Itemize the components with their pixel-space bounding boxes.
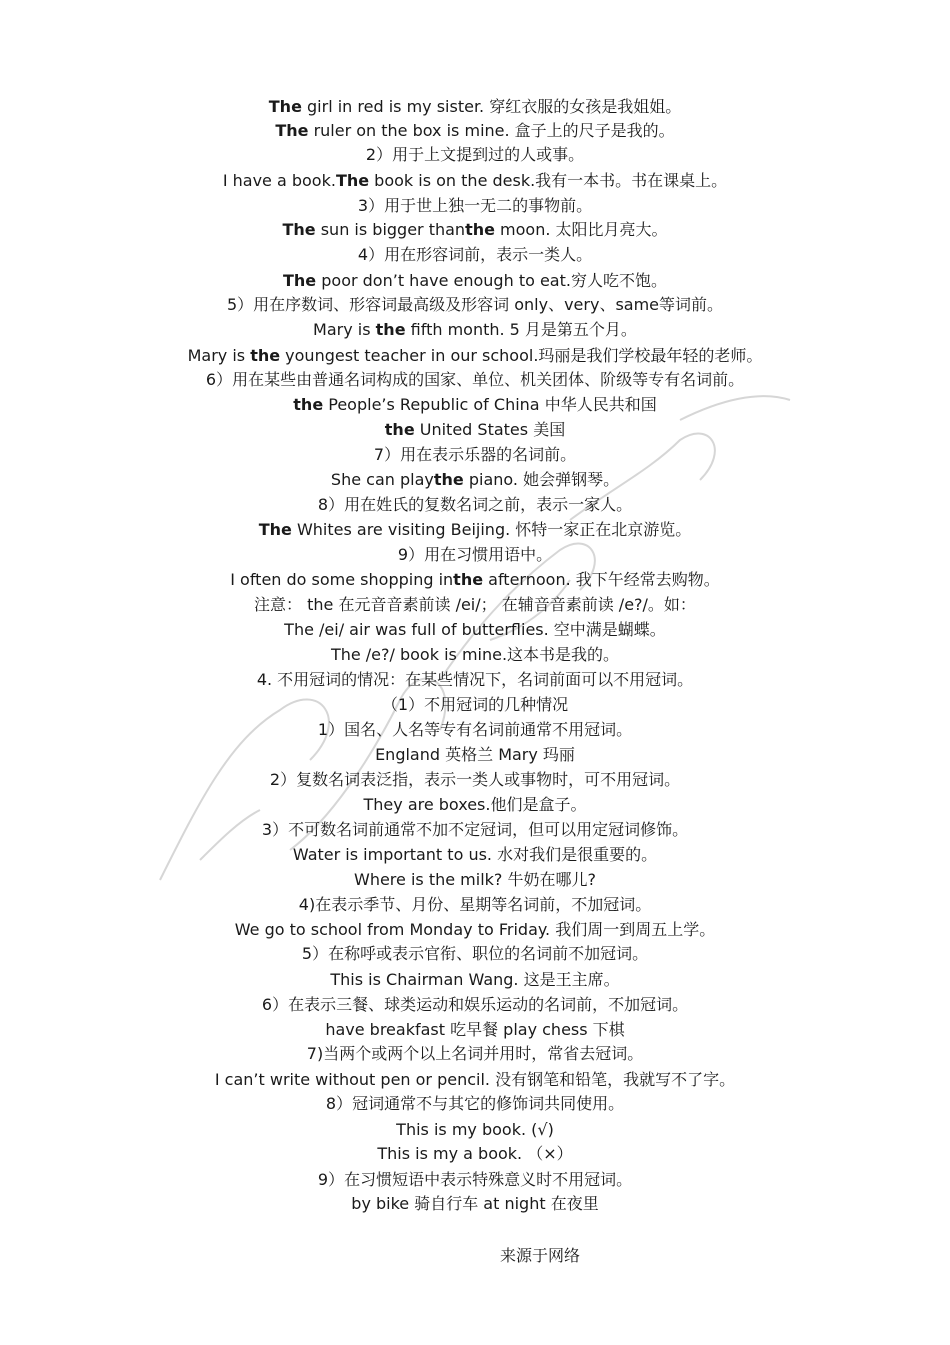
text-line — [0, 645, 950, 665]
text-line — [0, 295, 950, 315]
article-bold: the — [433, 470, 464, 489]
text-line — [0, 420, 950, 440]
line-text: sun is bigger than — [315, 220, 466, 239]
line-text: book is on the desk.我有一本书。书在课桌上。 — [369, 171, 728, 190]
line-text: ruler on the box is mine. 盒子上的尺子是我的。 — [308, 121, 675, 140]
text-line — [0, 1020, 950, 1040]
article-bold: The — [275, 121, 309, 140]
line-text: 9）用在习惯用语中。 — [397, 545, 553, 564]
line-text: poor don’t have enough to eat.穷人吃不饱。 — [316, 271, 667, 290]
line-text: fifth month. 5 月是第五个月。 — [405, 320, 637, 339]
line-text: I often do some shopping in — [230, 570, 454, 589]
text-line — [0, 97, 950, 117]
article-bold: The — [283, 271, 317, 290]
line-text: 7）用在表示乐器的名词前。 — [373, 445, 577, 464]
text-line — [0, 320, 950, 340]
line-text: 3）不可数名词前通常不加不定冠词，但可以用定冠词修饰。 — [261, 820, 689, 839]
article-bold: the — [250, 346, 281, 365]
text-line — [0, 920, 950, 940]
text-line — [0, 670, 950, 690]
text-line — [0, 245, 950, 265]
line-text: 4）用在形容词前，表示一类人。 — [357, 245, 593, 264]
text-line — [0, 1144, 950, 1164]
line-text: 注意： the 在元音音素前读 /ei/； 在辅音音素前读 /e?/。如： — [254, 595, 696, 614]
text-line — [0, 545, 950, 565]
line-text: 1）国名、人名等专有名词前通常不用冠词。 — [317, 720, 633, 739]
text-line — [0, 770, 950, 790]
text-line — [0, 620, 950, 640]
article-bold: The — [258, 520, 292, 539]
text-line — [0, 895, 950, 915]
text-line — [0, 271, 950, 291]
line-text: （1）不用冠词的几种情况 — [381, 695, 569, 714]
article-bold: the — [384, 420, 415, 439]
text-line — [0, 1070, 950, 1090]
text-line — [0, 745, 950, 765]
text-line — [0, 720, 950, 740]
text-line — [0, 220, 950, 240]
line-text: I have a book. — [222, 171, 336, 190]
text-line — [0, 695, 950, 715]
line-text: 5）用在序数词、形容词最高级及形容词 only、very、same等词前。 — [226, 295, 724, 314]
line-text: We go to school from Monday to Friday. 我们周一到周五上学。 — [234, 920, 716, 939]
text-line — [0, 870, 950, 890]
line-text: They are boxes.他们是盒子。 — [363, 795, 587, 814]
line-text: United States 美国 — [414, 420, 566, 439]
article-bold: The — [268, 97, 302, 116]
article-bold: The — [335, 171, 370, 190]
text-line — [0, 346, 950, 366]
text-line — [0, 595, 950, 615]
line-text: moon. 太阳比月亮大。 — [494, 220, 668, 239]
text-line — [0, 995, 950, 1015]
line-text: girl in red is my sister. 穿红衣服的女孩是我姐姐。 — [301, 97, 682, 116]
line-text: Where is the milk? 牛奶在哪儿? — [354, 870, 596, 889]
text-line — [0, 495, 950, 515]
text-line — [0, 370, 950, 390]
text-line — [0, 795, 950, 815]
text-line — [0, 145, 950, 165]
line-text: This is my a book. （×） — [377, 1144, 573, 1163]
line-text: 5）在称呼或表示官衔、职位的名词前不加冠词。 — [301, 944, 649, 963]
line-text: 4. 不用冠词的情况：在某些情况下，名词前面可以不用冠词。 — [256, 670, 694, 689]
text-line — [0, 470, 950, 490]
line-text: England 英格兰 Mary 玛丽 — [375, 745, 575, 764]
line-text: Mary is — [313, 320, 376, 339]
line-text: afternoon. 我下午经常去购物。 — [483, 570, 720, 589]
text-line — [0, 395, 950, 415]
text-line — [0, 196, 950, 216]
article-bold: the — [453, 570, 484, 589]
line-text: by bike 骑自行车 at night 在夜里 — [351, 1194, 599, 1213]
line-text: Mary is — [187, 346, 251, 365]
line-text: 4)在表示季节、月份、星期等名词前，不加冠词。 — [298, 895, 652, 914]
line-text: 6）用在某些由普通名词构成的国家、单位、机关团体、阶级等专有名词前。 — [205, 370, 745, 389]
line-text: 2）复数名词表泛指，表示一类人或事物时，可不用冠词。 — [269, 770, 681, 789]
line-text: I can’t write without pen or pencil. 没有钢笔和铅笔，我就写不了字。 — [214, 1070, 736, 1089]
text-line — [0, 1170, 950, 1190]
line-text: The /e?/ book is mine.这本书是我的。 — [330, 645, 620, 664]
text-line — [0, 570, 950, 590]
line-text: 9）在习惯短语中表示特殊意义时不用冠词。 — [317, 1170, 633, 1189]
line-text: 8）冠词通常不与其它的修饰词共同使用。 — [325, 1094, 625, 1113]
line-text: Water is important to us. 水对我们是很重要的。 — [292, 845, 658, 864]
text-line — [0, 845, 950, 865]
text-line — [0, 171, 950, 191]
article-bold: The — [282, 220, 316, 239]
line-text: have breakfast 吃早餐 play chess 下棋 — [325, 1020, 625, 1039]
line-text: People’s Republic of China 中华人民共和国 — [323, 395, 657, 414]
line-text: youngest teacher in our school.玛丽是我们学校最年轻的老师。 — [280, 346, 763, 365]
line-text: 6）在表示三餐、球类运动和娱乐运动的名词前，不加冠词。 — [261, 995, 689, 1014]
text-line — [0, 520, 950, 540]
text-line — [0, 1094, 950, 1114]
line-text: 3）用于世上独一无二的事物前。 — [357, 196, 593, 215]
text-line — [0, 944, 950, 964]
article-bold: the — [293, 395, 324, 414]
footer-source: 来源于网络 — [500, 1246, 581, 1265]
article-bold: the — [375, 320, 406, 339]
line-text: Whites are visiting Beijing. 怀特一家正在北京游览。 — [291, 520, 692, 539]
line-text: 2）用于上文提到过的人或事。 — [365, 145, 585, 164]
text-line — [0, 445, 950, 465]
line-text: This is my book. (√) — [396, 1120, 554, 1139]
line-text: She can play — [330, 470, 434, 489]
text-line — [0, 1194, 950, 1214]
text-line — [0, 1044, 950, 1064]
line-text: 7)当两个或两个以上名词并用时，常省去冠词。 — [306, 1044, 644, 1063]
line-text: piano. 她会弹钢琴。 — [463, 470, 620, 489]
text-line — [0, 121, 950, 141]
text-line — [0, 1120, 950, 1140]
article-bold: the — [465, 220, 495, 239]
line-text: The /ei/ air was full of butterflies. 空中满是蝴蝶。 — [284, 620, 666, 639]
text-line — [0, 970, 950, 990]
line-text: 8）用在姓氏的复数名词之前，表示一家人。 — [317, 495, 633, 514]
line-text: This is Chairman Wang. 这是王主席。 — [330, 970, 620, 989]
text-line — [0, 820, 950, 840]
